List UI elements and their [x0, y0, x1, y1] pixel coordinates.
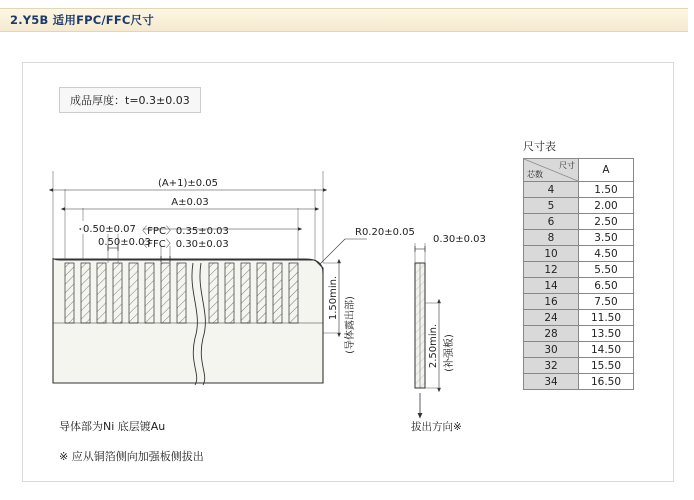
dim-050-003-label: 0.50±0.03 — [98, 237, 151, 248]
pull-direction-label: 拔出方向※ — [411, 421, 462, 433]
dimension-radius — [320, 227, 415, 264]
cell-pole: 5 — [524, 198, 579, 214]
section-header — [0, 8, 688, 32]
dim-050-007-label: 0.50±0.07 — [83, 224, 136, 235]
cell-a: 6.50 — [579, 278, 634, 294]
table-header-pole-dim — [524, 159, 579, 182]
cell-pole: 14 — [524, 278, 579, 294]
table-body — [524, 182, 634, 390]
table-row — [524, 374, 634, 390]
cell-pole: 12 — [524, 262, 579, 278]
table-row — [524, 182, 634, 198]
cell-pole: 6 — [524, 214, 579, 230]
cell-pole: 4 — [524, 182, 579, 198]
dim-150min-label: 1.50min. — [328, 275, 339, 321]
table-row — [524, 230, 634, 246]
cell-a: 4.50 — [579, 246, 634, 262]
footnote-plating: 导体部为Ni 底层镀Au — [59, 420, 166, 433]
dim-fpc-label: 〈FPC〉0.35±0.03 — [137, 226, 229, 237]
dim-030-label: 0.30±0.03 — [433, 234, 486, 245]
cell-a: 2.50 — [579, 214, 634, 230]
dimension-a — [65, 197, 315, 209]
dim-radius-label: R0.20±0.05 — [355, 227, 415, 238]
dim-250min-label: 2.50min. — [428, 323, 439, 369]
dimension-table-wrap — [523, 138, 634, 390]
conductor-fingers — [65, 263, 298, 323]
dimension-table-title: 尺寸表 — [523, 140, 556, 153]
drawing-panel — [22, 62, 674, 482]
table-row — [524, 262, 634, 278]
label-reinforce: (补强板) — [444, 334, 455, 372]
cell-pole: 30 — [524, 342, 579, 358]
header-pole-label: 芯数 — [527, 170, 543, 179]
cell-a: 5.50 — [579, 262, 634, 278]
dimension-a-plus-1 — [53, 178, 323, 190]
thickness-note: 成品厚度：t=0.3±0.03 — [59, 87, 201, 113]
table-row — [524, 294, 634, 310]
cell-a: 13.50 — [579, 326, 634, 342]
dimension-fpc-ffc — [137, 225, 229, 262]
dim-ffc-label: 〈FFC〉0.30±0.03 — [137, 239, 229, 250]
dim-a-label: A±0.03 — [171, 197, 209, 208]
table-row — [524, 358, 634, 374]
label-conductor: (导体露出部) — [345, 296, 356, 354]
table-row — [524, 214, 634, 230]
page-title: 2.Y5B 适用FPC/FFC尺寸 — [10, 13, 154, 27]
cell-pole: 34 — [524, 374, 579, 390]
header-dim-label: 尺寸 — [559, 161, 575, 170]
dimension-table — [523, 158, 634, 390]
footnote-pull: ※ 应从铜箔侧向加强板侧拔出 — [59, 450, 204, 463]
cell-pole: 32 — [524, 358, 579, 374]
cell-a: 15.50 — [579, 358, 634, 374]
table-row — [524, 198, 634, 214]
cell-pole: 16 — [524, 294, 579, 310]
cell-a: 16.50 — [579, 374, 634, 390]
cell-pole: 28 — [524, 326, 579, 342]
cell-a: 11.50 — [579, 310, 634, 326]
table-header-row — [524, 159, 634, 182]
table-row — [524, 278, 634, 294]
fpc-body-outline — [53, 258, 323, 383]
table-row — [524, 246, 634, 262]
dimension-150min — [323, 263, 356, 354]
dim-a-plus-1-label: (A+1)±0.05 — [157, 178, 219, 189]
cell-pole: 24 — [524, 310, 579, 326]
cell-a: 14.50 — [579, 342, 634, 358]
cell-a: 1.50 — [579, 182, 634, 198]
table-header-a: A — [579, 159, 634, 182]
cell-a: 2.00 — [579, 198, 634, 214]
cell-pole: 10 — [524, 246, 579, 262]
cell-a: 7.50 — [579, 294, 634, 310]
fpc-side-view — [411, 234, 486, 433]
table-row — [524, 342, 634, 358]
table-row — [524, 310, 634, 326]
table-row — [524, 326, 634, 342]
cell-pole: 8 — [524, 230, 579, 246]
cell-a: 3.50 — [579, 230, 634, 246]
